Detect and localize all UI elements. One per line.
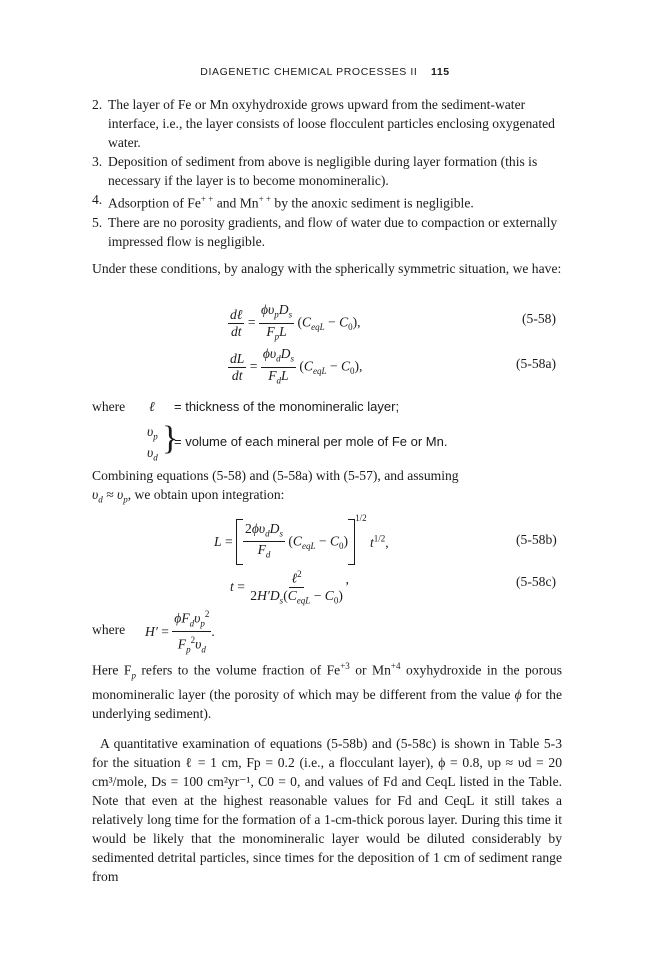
equation-5-58a: $\frac{dL}{dt}$ = $\frac{\phi\upsilon_dD_s}{F_dL}$ $(C_{eqL} - C_0)$, bbox=[230, 346, 363, 386]
right-brace: } bbox=[162, 420, 179, 457]
list-number: 3. bbox=[92, 154, 103, 169]
closing-text: oxyhydroxide in the porous monomineralic layer (the porosity of which may be different from the value bbox=[92, 662, 562, 703]
where-clause-1 bbox=[92, 397, 125, 416]
where-clause-2 bbox=[92, 620, 125, 639]
combining-text: Combining equations (5-58) and (5-58a) with (5-57), and assuming bbox=[92, 468, 459, 483]
final-text: A quantitative examination of equations (5-58b) and (5-58c) is shown in Table 5-3 for the situation ℓ = 1 cm, Fp = 0.2 (i.e., a flocculant layer), ϕ = 0.8, υp ≈ υd = 20 cm³/mole, Ds = 100 cm²yr⁻¹, C0 = 0, and values of Fd and CeqL listed in the Table. Note that even at the highest reasonable values for Fd and CeqL it still takes a relatively long time for the formation of a 1-cm-thick porous layer. During this time it would be likely that the monomineralic layer would be diluted considerably by sedimented detrital particles, since times for the deposition of 1 cm of sediment range from bbox=[92, 736, 562, 884]
charge-superscript: + + bbox=[200, 194, 214, 204]
list-number: 5. bbox=[92, 214, 103, 230]
closing-text: or Mn bbox=[349, 662, 391, 678]
intro-text: Under these conditions, by analogy with the spherically symmetric situation, we have: bbox=[92, 261, 562, 276]
symbol-upsilon-group: $\upsilon_p$ $\upsilon_d$ bbox=[147, 424, 158, 463]
running-header bbox=[0, 66, 650, 78]
list-number: 2. bbox=[92, 97, 103, 112]
list-text: There are no porosity gradients, and flow of water due to compaction or externally impressed flow is negligible. bbox=[108, 214, 558, 249]
combining-paragraph: Combining equations (5-58) and (5-58a) with (5-57), and assuming $\upsilon_d \approx \upsilon_p$, we obtain upon integration: bbox=[92, 468, 459, 505]
combining-text: , we obtain upon integration: bbox=[127, 487, 285, 502]
list-text: by the anoxic sediment is negligible. bbox=[271, 195, 474, 211]
equation-number: (5-58c) bbox=[516, 574, 557, 589]
where-word: where bbox=[92, 399, 126, 414]
closing-text: Here F bbox=[92, 662, 132, 678]
list-text: The layer of Fe or Mn oxyhydroxide grows upward from the sediment-water interface, i.e., the layer consists of loose flocculent particles enclosing oxygenated water. bbox=[108, 97, 555, 150]
closing-text: refers to the volume fraction of Fe bbox=[135, 662, 341, 678]
list-item bbox=[92, 152, 562, 190]
closing-paragraph: Here $F_p$ refers to the volume fraction of $Fe^{+3}$ or $Mn^{+4}$ oxyhydroxide in the porous monomineralic layer (the porosity of which may be different from the value ϕ for the underlying sediment). bbox=[92, 661, 563, 722]
list-item bbox=[92, 213, 562, 251]
list-text: and Mn bbox=[213, 195, 259, 211]
final-paragraph bbox=[92, 734, 562, 886]
where-word: where bbox=[92, 622, 126, 637]
equation-5-58: $\frac{\text{dℓ}}{dt}$ = $\frac{\phi\upsilon_pD_s}{F_pL}$ $(C_{eqL} - C_0)$, bbox=[230, 302, 361, 342]
page-number: 115 bbox=[430, 66, 450, 78]
list-item bbox=[92, 190, 562, 213]
equation-number: (5-58) bbox=[522, 311, 556, 326]
list-text: Adsorption of Fe bbox=[108, 195, 201, 211]
charge-superscript: +4 bbox=[390, 661, 401, 671]
list-number: 4. bbox=[92, 192, 103, 207]
charge-superscript: +3 bbox=[340, 661, 350, 671]
definition-ell: = thickness of the monomineralic layer; bbox=[174, 399, 400, 414]
list-text: Deposition of sediment from above is negligible during layer formation (this is necessary if the layer is to become monomineralic). bbox=[108, 154, 538, 188]
equation-5-58c: t = $\frac{\ell^2}{2H'D_s(C_{eqL} - C_0)}$ ’ bbox=[230, 566, 349, 608]
equation-h-prime: H′ = $\frac{\phi F_d\upsilon_p^2}{F_p^2\upsilon_d}$ . bbox=[145, 606, 215, 658]
closing-text: for the underlying sediment). bbox=[92, 687, 563, 722]
intro-paragraph bbox=[92, 259, 562, 278]
list-item bbox=[92, 95, 562, 152]
equation-number: (5-58b) bbox=[516, 532, 557, 547]
symbol-ell: ℓ bbox=[149, 399, 155, 414]
assumption-list bbox=[92, 95, 562, 251]
equation-number: (5-58a) bbox=[516, 356, 557, 371]
definition-upsilon: = volume of each mineral per mole of Fe or Mn. bbox=[174, 434, 448, 449]
equation-5-58b: L = $\frac{2\phi\upsilon_dD_s}{F_d}$ $(C_{eqL} - C_0)^{1/2}$ $t^{1/2}$, bbox=[214, 513, 389, 565]
charge-superscript: + + bbox=[258, 194, 272, 204]
running-title: DIAGENETIC CHEMICAL PROCESSES II bbox=[200, 66, 418, 78]
